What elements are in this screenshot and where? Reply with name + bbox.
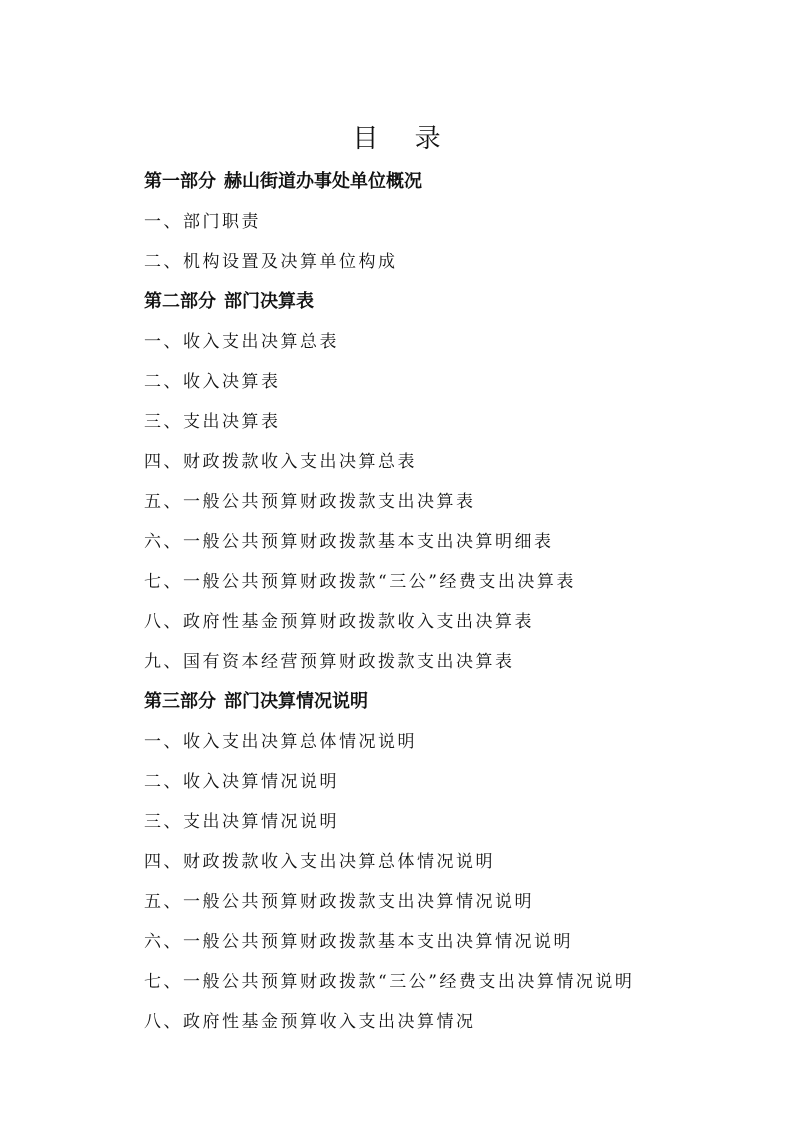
toc-part-heading	[144, 282, 764, 322]
part-name: 部门决算情况说明	[224, 691, 368, 712]
toc-title: 目 录	[352, 124, 455, 154]
toc-item: 六、一般公共预算财政拨款基本支出决算情况说明	[144, 932, 573, 952]
toc-item: 二、收入决算表	[144, 372, 281, 392]
toc-item: 五、一般公共预算财政拨款支出决算表	[144, 492, 476, 512]
toc-item: 二、机构设置及决算单位构成	[144, 252, 398, 272]
part-number: 第二部分	[144, 291, 216, 312]
toc-item: 七、一般公共预算财政拨款“三公”经费支出决算表	[144, 572, 576, 592]
toc-item: 三、支出决算表	[144, 412, 281, 432]
toc-item: 七、一般公共预算财政拨款“三公”经费支出决算情况说明	[144, 972, 635, 992]
toc-part-heading	[144, 162, 764, 202]
part-name: 赫山街道办事处单位概况	[224, 171, 422, 192]
toc-item: 四、财政拨款收入支出决算总体情况说明	[144, 852, 495, 872]
toc-item: 八、政府性基金预算收入支出决算情况	[144, 1012, 476, 1032]
toc-list	[144, 162, 764, 1042]
part-number: 第一部分	[144, 171, 216, 192]
toc-item: 五、一般公共预算财政拨款支出决算情况说明	[144, 892, 534, 912]
toc-item: 一、部门职责	[144, 212, 261, 232]
toc-item: 六、一般公共预算财政拨款基本支出决算明细表	[144, 532, 554, 552]
toc-item: 三、支出决算情况说明	[144, 812, 339, 832]
toc-part-heading	[144, 682, 764, 722]
toc-item: 二、收入决算情况说明	[144, 772, 339, 792]
part-name: 部门决算表	[224, 291, 314, 312]
part-number: 第三部分	[144, 691, 216, 712]
toc-item: 四、财政拨款收入支出决算总表	[144, 452, 417, 472]
toc-item: 一、收入支出决算总表	[144, 332, 339, 352]
toc-item: 九、国有资本经营预算财政拨款支出决算表	[144, 652, 515, 672]
toc-item: 一、收入支出决算总体情况说明	[144, 732, 417, 752]
toc-item: 八、政府性基金预算财政拨款收入支出决算表	[144, 612, 534, 632]
